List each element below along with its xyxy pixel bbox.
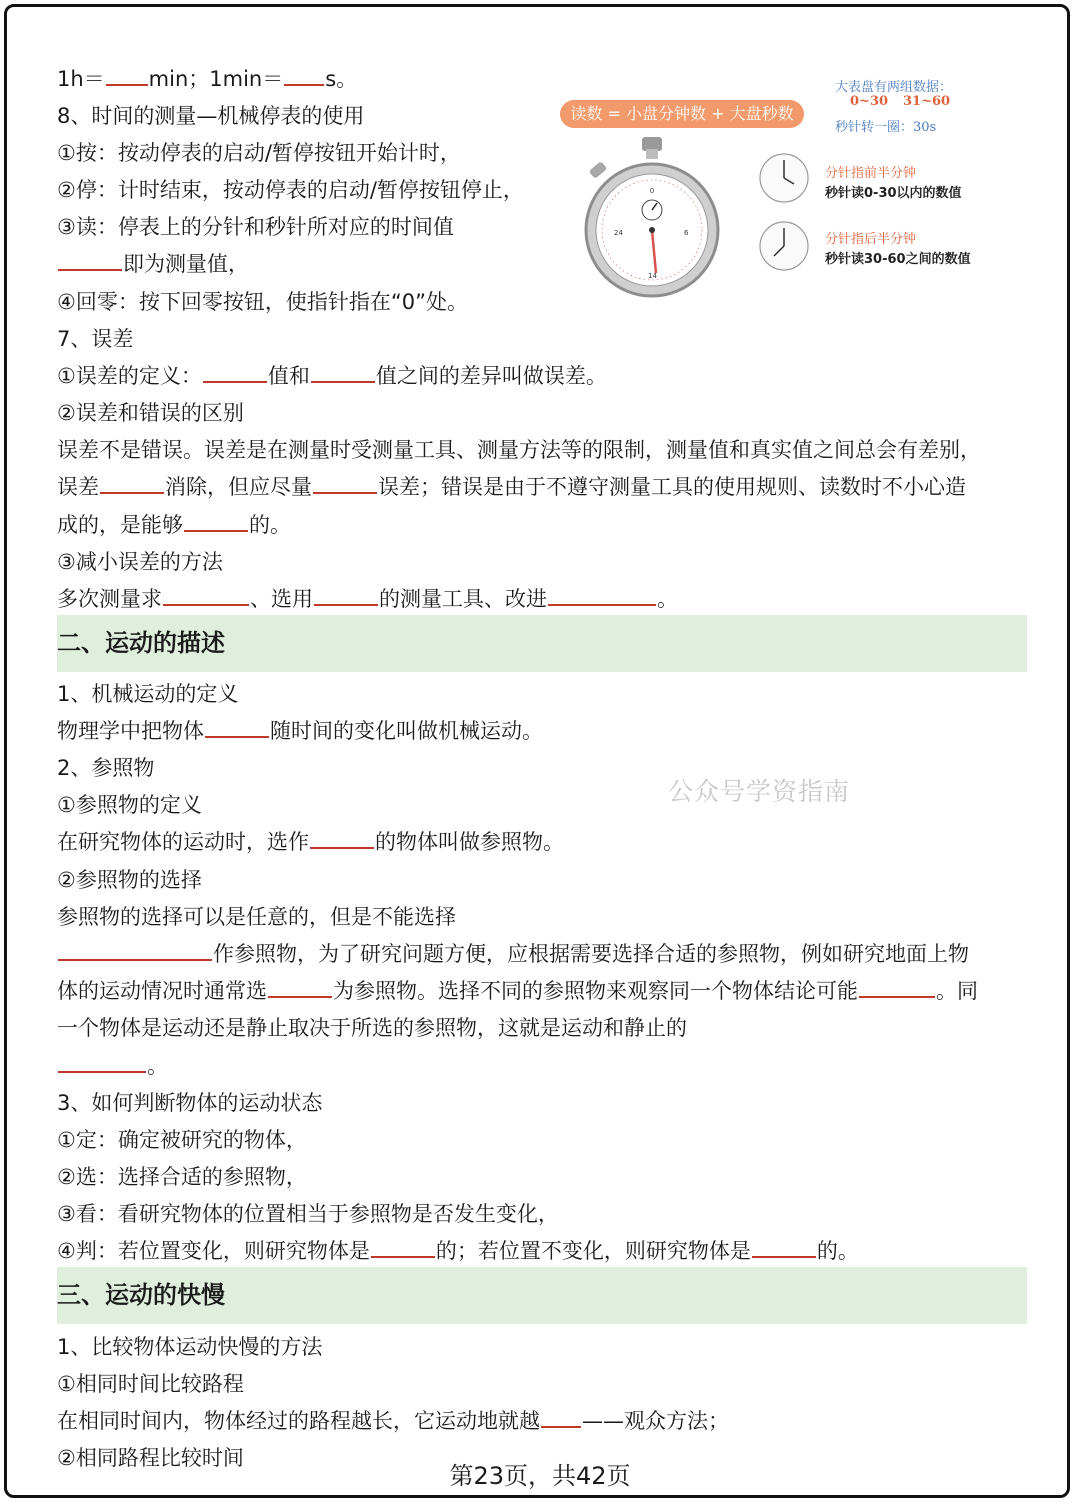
text-line: 。: [57, 1051, 168, 1081]
text-line: ④回零：按下回零按钮，使指针指在“0”处。: [57, 290, 468, 314]
figure-note: 大表盘有两组数据：: [835, 80, 953, 95]
text-line: 误差不是错误。误差是在测量时受测量工具、测量方法等的限制，测量值和真实值之间总会有差别，: [57, 438, 981, 462]
case-title: 分针指后半分钟: [825, 232, 917, 247]
text-line: 在研究物体的运动时，选作 的物体叫做参照物。: [57, 827, 564, 857]
text-line: 体的运动情况时通常选 为参照物。选择不同的参照物来观察同一个物体结论可能 。同: [57, 976, 978, 1006]
text-line: 3、如何判断物体的运动状态: [57, 1091, 323, 1115]
watermark: 公众号学资指南: [668, 777, 851, 806]
figure-range: 31~60: [903, 94, 951, 109]
text-line: ③读：停表上的分针和秒针所对应的时间值: [57, 215, 454, 239]
fill-blank[interactable]: [314, 584, 378, 606]
section-title: 二、运动的描述: [57, 629, 225, 657]
svg-text:14: 14: [648, 272, 657, 280]
text-line: ③看：看研究物体的位置相当于参照物是否发生变化，: [57, 1202, 559, 1226]
small-dial-icon: [758, 220, 810, 272]
text-line: 1、机械运动的定义: [57, 682, 239, 706]
text-line: 在相同时间内，物体经过的路程越长，它运动地就越 ——观众方法；: [57, 1406, 729, 1436]
fill-blank[interactable]: [58, 939, 212, 961]
text-line: 成的，是能够 的。: [57, 510, 291, 540]
text-line: 7、误差: [57, 327, 134, 351]
case-desc: 秒针读0-30以内的数值: [825, 186, 962, 201]
formula-pill: 读数 = 小盘分钟数 + 大盘秒数: [560, 100, 804, 128]
small-dial-icon: [758, 152, 810, 204]
fill-blank[interactable]: [58, 249, 122, 271]
text-line: ②停：计时结束，按动停表的启动/暂停按钮停止，: [57, 178, 524, 202]
fill-blank[interactable]: [311, 361, 375, 383]
text-line: 一个物体是运动还是静止取决于所选的参照物，这就是运动和静止的: [57, 1016, 687, 1040]
text-line: ②参照物的选择: [57, 868, 202, 892]
case-title: 分针指前半分钟: [825, 166, 917, 181]
text-line: ③减小误差的方法: [57, 550, 223, 574]
fill-blank[interactable]: [752, 1236, 816, 1258]
text-line: 1、比较物体运动快慢的方法: [57, 1335, 323, 1359]
fill-blank[interactable]: [58, 1051, 146, 1073]
text-line: 2、参照物: [57, 756, 155, 780]
text-line: ①定：确定被研究的物体，: [57, 1128, 307, 1152]
svg-text:6: 6: [684, 229, 689, 237]
text-line: 误差 消除，但应尽量 误差；错误是由于不遵守测量工具的使用规则、读数时不小心造: [57, 472, 966, 502]
fill-blank[interactable]: [284, 64, 324, 86]
fill-blank[interactable]: [541, 1406, 581, 1428]
figure-note: 秒针转一圈：30s: [835, 120, 937, 135]
text-line: 多次测量求 、选用 的测量工具、改进 。: [57, 584, 678, 614]
fill-blank[interactable]: [205, 716, 269, 738]
fill-blank[interactable]: [268, 976, 332, 998]
text-line: 8、时间的测量—机械停表的使用: [57, 104, 365, 128]
text-line: ④判：若位置变化，则研究物体是 的；若位置不变化，则研究物体是 的。: [57, 1236, 859, 1266]
fill-blank[interactable]: [184, 510, 248, 532]
text-line: ①按：按动停表的启动/暂停按钮开始计时，: [57, 141, 461, 165]
text-line: 即为测量值，: [57, 249, 249, 279]
text-line: ②误差和错误的区别: [57, 401, 244, 425]
fill-blank[interactable]: [313, 472, 377, 494]
fill-blank[interactable]: [859, 976, 935, 998]
text-line: 物理学中把物体 随时间的变化叫做机械运动。: [57, 716, 543, 746]
stopwatch-icon: [582, 135, 722, 300]
fill-blank[interactable]: [310, 827, 374, 849]
text-line: ②相同路程比较时间: [57, 1446, 244, 1470]
case-desc: 秒针读30-60之间的数值: [825, 252, 971, 267]
text-line: ①误差的定义： 值和 值之间的差异叫做误差。: [57, 361, 607, 391]
page-number: 第23页，共42页: [449, 1462, 631, 1490]
svg-text:24: 24: [614, 229, 623, 237]
text-line: 作参照物，为了研究问题方便，应根据需要选择合适的参照物，例如研究地面上物: [57, 939, 969, 969]
fill-blank[interactable]: [548, 584, 656, 606]
fill-blank[interactable]: [371, 1236, 435, 1258]
text-line: 1h＝ min；1min＝ s。: [57, 64, 357, 94]
figure-range: 0~30: [850, 94, 889, 109]
text-line: ②选：选择合适的参照物，: [57, 1165, 307, 1189]
fill-blank[interactable]: [203, 361, 267, 383]
text-line: ①相同时间比较路程: [57, 1372, 244, 1396]
text-line: 参照物的选择可以是任意的，但是不能选择: [57, 905, 456, 929]
fill-blank[interactable]: [100, 472, 164, 494]
fill-blank[interactable]: [106, 64, 148, 86]
fill-blank[interactable]: [163, 584, 249, 606]
text-line: ①参照物的定义: [57, 793, 202, 817]
svg-text:0: 0: [649, 187, 655, 195]
section-title: 三、运动的快慢: [57, 1281, 225, 1309]
